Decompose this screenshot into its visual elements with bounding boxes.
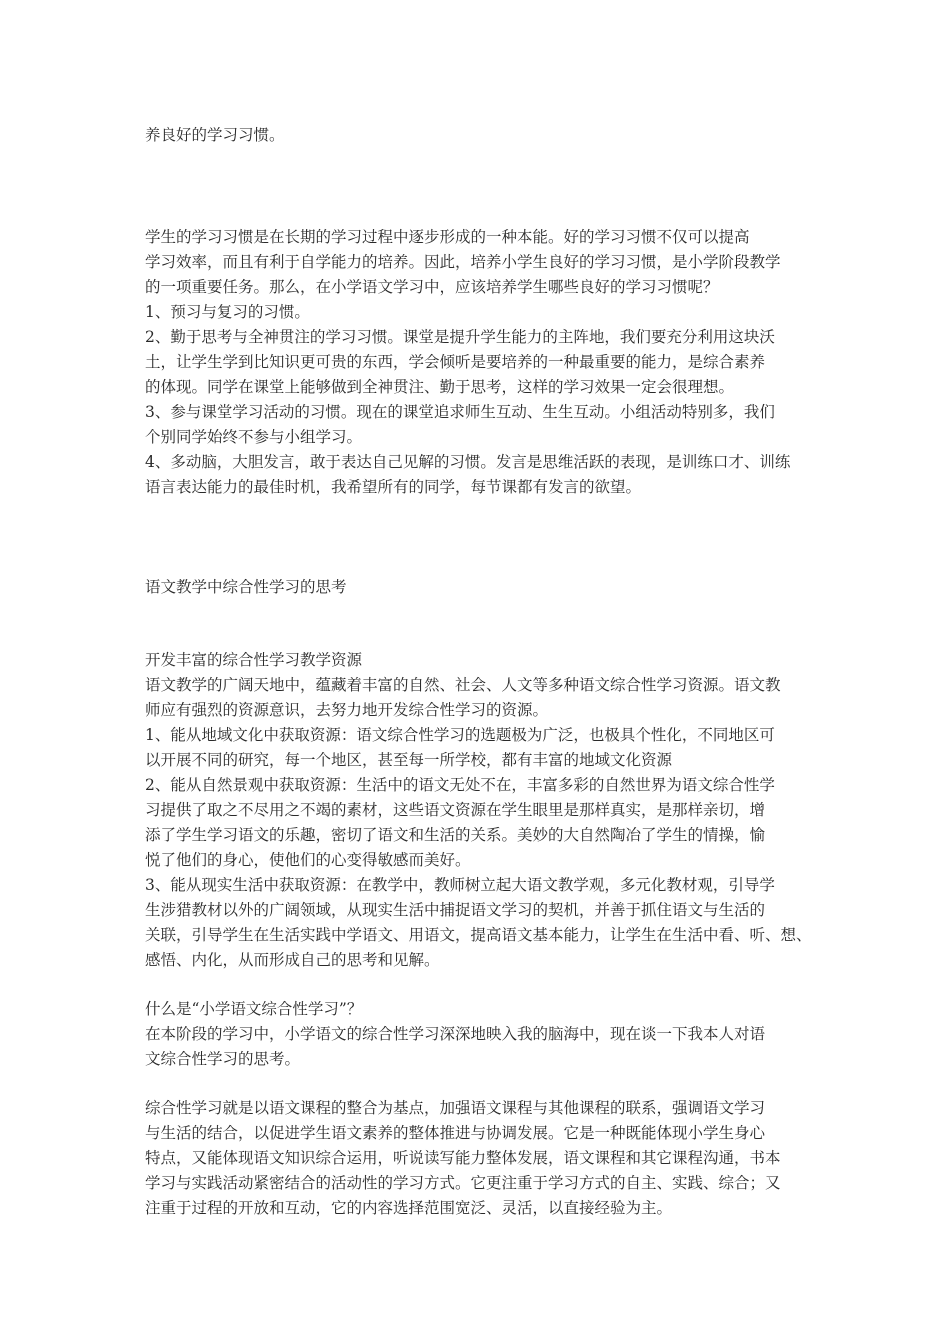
list-item: 3、参与课堂学习活动的习惯。现在的课堂追求师生互动、生生互动。小组活动特别多，我们: [145, 403, 775, 421]
text-line: 感悟、内化，从而形成自己的思考和见解。: [145, 951, 440, 969]
list-item: 2、能从自然景观中获取资源：生活中的语文无处不在，丰富多彩的自然世界为语文综合性学: [145, 776, 775, 794]
text-line: 土，让学生学到比知识更可贵的东西，学会倾听是要培养的一种最重要的能力，是综合素养: [145, 353, 766, 371]
text-line: 生涉猎教材以外的广阔领域，从现实生活中捕捉语文学习的契机，并善于抓住语文与生活的: [145, 901, 766, 919]
text-line: 个别同学始终不参与小组学习。: [145, 428, 363, 446]
text-line: 文综合性学习的思考。: [145, 1050, 301, 1068]
list-item: 2、勤于思考与全神贯注的学习习惯。课堂是提升学生能力的主阵地，我们要充分利用这块沃: [145, 328, 775, 346]
text-line: 师应有强烈的资源意识，去努力地开发综合性学习的资源。: [145, 701, 549, 719]
text-line: 在本阶段的学习中，小学语文的综合性学习深深地映入我的脑海中，现在谈一下我本人对语: [145, 1025, 766, 1043]
section-title: 语文教学中综合性学习的思考: [145, 578, 347, 596]
text-line: 的体现。同学在课堂上能够做到全神贯注、勤于思考，这样的学习效果一定会很理想。: [145, 378, 735, 396]
text-line: 学习与实践活动紧密结合的活动性的学习方式。它更注重于学习方式的自主、实践、综合；又: [145, 1174, 781, 1192]
list-item: 1、能从地域文化中获取资源：语文综合性学习的选题极为广泛，也极具个性化，不同地区可: [145, 726, 775, 744]
section-subtitle: 开发丰富的综合性学习教学资源: [145, 651, 363, 669]
text-line: 与生活的结合，以促进学生语文素养的整体推进与协调发展。它是一种既能体现小学生身心: [145, 1124, 766, 1142]
text-line: 以开展不同的研究，每一个地区，甚至每一所学校，都有丰富的地域文化资源: [145, 751, 673, 769]
question-title: 什么是“小学语文综合性学习”？: [145, 1000, 363, 1018]
text-line: 添了学生学习语文的乐趣，密切了语文和生活的关系。美妙的大自然陶冶了学生的情操，愉: [145, 826, 766, 844]
list-item: 4、多动脑，大胆发言，敢于表达自己见解的习惯。发言是思维活跃的表现，是训练口才、训练: [145, 453, 791, 471]
text-line: 的一项重要任务。那么，在小学语文学习中，应该培养学生哪些良好的学习习惯呢？: [145, 278, 719, 296]
intro-tail-line: 养良好的学习习惯。: [145, 126, 285, 144]
text-line: 关联，引导学生在生活实践中学语文、用语文，提高语文基本能力，让学生在生活中看、听、想、: [145, 926, 812, 944]
text-line: 学生的学习习惯是在长期的学习过程中逐步形成的一种本能。好的学习习惯不仅可以提高: [145, 228, 750, 246]
text-line: 综合性学习就是以语文课程的整合为基点，加强语文课程与其他课程的联系，强调语文学习: [145, 1099, 766, 1117]
text-line: 语言表达能力的最佳时机，我希望所有的同学，每节课都有发言的欲望。: [145, 478, 642, 496]
list-item: 3、能从现实生活中获取资源：在教学中，教师树立起大语文教学观，多元化教材观，引导学: [145, 876, 775, 894]
text-line: 习提供了取之不尽用之不竭的素材，这些语文资源在学生眼里是那样真实，是那样亲切，增: [145, 801, 766, 819]
text-line: 注重于过程的开放和互动，它的内容选择范围宽泛、灵活，以直接经验为主。: [145, 1199, 673, 1217]
text-line: 学习效率，而且有利于自学能力的培养。因此，培养小学生良好的学习习惯，是小学阶段教学: [145, 253, 781, 271]
text-line: 特点，又能体现语文知识综合运用，听说读写能力整体发展，语文课程和其它课程沟通，书本: [145, 1149, 781, 1167]
text-line: 语文教学的广阔天地中，蕴藏着丰富的自然、社会、人文等多种语文综合性学习资源。语文教: [145, 676, 781, 694]
text-line: 悦了他们的身心，使他们的心变得敏感而美好。: [145, 851, 471, 869]
list-item: 1、预习与复习的习惯。: [145, 303, 310, 321]
